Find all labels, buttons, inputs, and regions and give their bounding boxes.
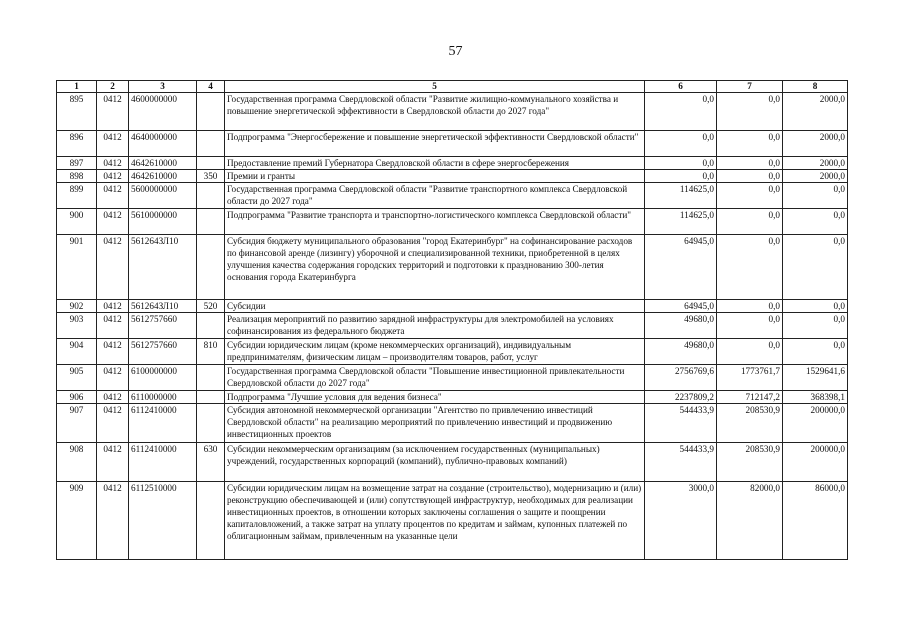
amount-col-7: 82000,0 — [717, 482, 783, 560]
expense-type-code — [197, 183, 225, 209]
amount-col-6: 544433,9 — [645, 404, 717, 443]
header-cell: 2 — [97, 81, 129, 93]
amount-col-8: 200000,0 — [783, 443, 848, 482]
row-number: 895 — [57, 93, 97, 131]
amount-col-7: 0,0 — [717, 339, 783, 365]
amount-col-7: 208530,9 — [717, 404, 783, 443]
amount-col-7: 208530,9 — [717, 443, 783, 482]
amount-col-7: 0,0 — [717, 170, 783, 183]
section-code: 0412 — [97, 209, 129, 235]
section-code: 0412 — [97, 443, 129, 482]
amount-col-6: 64945,0 — [645, 300, 717, 313]
amount-col-7: 0,0 — [717, 209, 783, 235]
amount-col-8: 2000,0 — [783, 157, 848, 170]
amount-col-7: 0,0 — [717, 235, 783, 300]
expense-type-code: 810 — [197, 339, 225, 365]
header-cell: 5 — [225, 81, 645, 93]
table-row — [57, 157, 848, 170]
section-code: 0412 — [97, 482, 129, 560]
amount-col-7: 0,0 — [717, 300, 783, 313]
amount-col-6: 2237809,2 — [645, 391, 717, 404]
amount-col-6: 0,0 — [645, 131, 717, 157]
amount-col-6: 114625,0 — [645, 209, 717, 235]
table-row — [57, 183, 848, 209]
item-name: Субсидии — [225, 300, 645, 313]
row-number: 909 — [57, 482, 97, 560]
table-row — [57, 313, 848, 339]
header-cell: 3 — [129, 81, 197, 93]
row-number: 899 — [57, 183, 97, 209]
target-article-code: 4600000000 — [129, 93, 197, 131]
expense-type-code — [197, 482, 225, 560]
section-code: 0412 — [97, 300, 129, 313]
section-code: 0412 — [97, 93, 129, 131]
target-article-code: 561264ЗЛ10 — [129, 235, 197, 300]
row-number: 902 — [57, 300, 97, 313]
amount-col-8: 2000,0 — [783, 93, 848, 131]
amount-col-6: 64945,0 — [645, 235, 717, 300]
section-code: 0412 — [97, 183, 129, 209]
item-name: Реализация мероприятий по развитию зарядной инфраструктуры для электромобилей на условиях софинансирования из федерального бюджета — [225, 313, 645, 339]
amount-col-8: 0,0 — [783, 300, 848, 313]
amount-col-7: 0,0 — [717, 157, 783, 170]
amount-col-8: 0,0 — [783, 339, 848, 365]
target-article-code: 5600000000 — [129, 183, 197, 209]
amount-col-6: 49680,0 — [645, 339, 717, 365]
amount-col-8: 0,0 — [783, 183, 848, 209]
amount-col-8: 0,0 — [783, 235, 848, 300]
header-cell: 4 — [197, 81, 225, 93]
target-article-code: 6112410000 — [129, 443, 197, 482]
item-name: Государственная программа Свердловской области "Развитие жилищно-коммунального хозяйства и повышение энергетической эффективности в Свердловской области до 2027 года" — [225, 93, 645, 131]
expense-type-code: 350 — [197, 170, 225, 183]
amount-col-6: 2756769,6 — [645, 365, 717, 391]
table-row — [57, 482, 848, 560]
target-article-code: 4642610000 — [129, 157, 197, 170]
row-number: 897 — [57, 157, 97, 170]
table-row — [57, 365, 848, 391]
item-name: Субсидия автономной некоммерческой организации "Агентство по привлечению инвестиций Свердловской области" на реализацию мероприятий по привлечению инвестиций и продвижению инвестиционных проектов — [225, 404, 645, 443]
row-number: 905 — [57, 365, 97, 391]
expense-type-code — [197, 157, 225, 170]
section-code: 0412 — [97, 170, 129, 183]
expense-type-code — [197, 131, 225, 157]
amount-col-7: 0,0 — [717, 313, 783, 339]
amount-col-6: 114625,0 — [645, 183, 717, 209]
amount-col-8: 0,0 — [783, 209, 848, 235]
target-article-code: 6112410000 — [129, 404, 197, 443]
amount-col-6: 3000,0 — [645, 482, 717, 560]
target-article-code: 6100000000 — [129, 365, 197, 391]
row-number: 906 — [57, 391, 97, 404]
amount-col-6: 49680,0 — [645, 313, 717, 339]
target-article-code: 5610000000 — [129, 209, 197, 235]
item-name: Предоставление премий Губернатора Свердловской области в сфере энергосбережения — [225, 157, 645, 170]
expense-type-code — [197, 235, 225, 300]
target-article-code: 561264ЗЛ10 — [129, 300, 197, 313]
header-cell: 1 — [57, 81, 97, 93]
budget-table — [56, 80, 848, 560]
amount-col-8: 1529641,6 — [783, 365, 848, 391]
section-code: 0412 — [97, 404, 129, 443]
header-cell: 6 — [645, 81, 717, 93]
expense-type-code — [197, 391, 225, 404]
table-row — [57, 93, 848, 131]
target-article-code: 6110000000 — [129, 391, 197, 404]
amount-col-6: 0,0 — [645, 157, 717, 170]
section-code: 0412 — [97, 235, 129, 300]
amount-col-8: 0,0 — [783, 313, 848, 339]
row-number: 901 — [57, 235, 97, 300]
item-name: Подпрограмма "Развитие транспорта и транспортно-логистического комплекса Свердловской области" — [225, 209, 645, 235]
section-code: 0412 — [97, 313, 129, 339]
item-name: Подпрограмма "Энергосбережение и повышение энергетической эффективности Свердловской области" — [225, 131, 645, 157]
table-row — [57, 235, 848, 300]
table-row — [57, 131, 848, 157]
row-number: 896 — [57, 131, 97, 157]
expense-type-code — [197, 365, 225, 391]
amount-col-8: 2000,0 — [783, 170, 848, 183]
item-name: Субсидии юридическим лицам (кроме некоммерческих организаций), индивидуальным предпринимателям, физическим лицам – производителям товаров, работ, услуг — [225, 339, 645, 365]
section-code: 0412 — [97, 157, 129, 170]
target-article-code: 4642610000 — [129, 170, 197, 183]
section-code: 0412 — [97, 339, 129, 365]
amount-col-6: 0,0 — [645, 170, 717, 183]
amount-col-8: 2000,0 — [783, 131, 848, 157]
header-cell: 8 — [783, 81, 848, 93]
row-number: 907 — [57, 404, 97, 443]
expense-type-code — [197, 404, 225, 443]
target-article-code: 6112510000 — [129, 482, 197, 560]
table-row — [57, 209, 848, 235]
amount-col-8: 200000,0 — [783, 404, 848, 443]
item-name: Субсидии некоммерческим организациям (за исключением государственных (муниципальных) учреждений, государственных корпораций (компаний), публично-правовых компаний) — [225, 443, 645, 482]
header-row — [57, 81, 848, 93]
item-name: Подпрограмма "Лучшие условия для ведения бизнеса" — [225, 391, 645, 404]
target-article-code: 5612757660 — [129, 339, 197, 365]
amount-col-7: 0,0 — [717, 93, 783, 131]
section-code: 0412 — [97, 391, 129, 404]
row-number: 900 — [57, 209, 97, 235]
table-row — [57, 404, 848, 443]
table-row — [57, 339, 848, 365]
expense-type-code: 520 — [197, 300, 225, 313]
expense-type-code — [197, 93, 225, 131]
target-article-code: 4640000000 — [129, 131, 197, 157]
target-article-code: 5612757660 — [129, 313, 197, 339]
amount-col-7: 0,0 — [717, 183, 783, 209]
item-name: Государственная программа Свердловской области "Развитие транспортного комплекса Свердловской области до 2027 года" — [225, 183, 645, 209]
section-code: 0412 — [97, 365, 129, 391]
item-name: Премии и гранты — [225, 170, 645, 183]
table-row — [57, 170, 848, 183]
amount-col-8: 368398,1 — [783, 391, 848, 404]
amount-col-7: 0,0 — [717, 131, 783, 157]
amount-col-6: 0,0 — [645, 93, 717, 131]
table-row — [57, 391, 848, 404]
item-name: Субсидии юридическим лицам на возмещение затрат на создание (строительство), модернизацию и (или) реконструкцию обеспечивающей и (или) сопутствующей инфраструктур, необходимых для реализации инвестиционных проектов, в отношении которых заключены соглашения о защите и поощрении капиталовложений, а также затрат на уплату процентов по кредитам и займам, купонных платежей по облигационным займам, привлеченным на указанные цели — [225, 482, 645, 560]
expense-type-code — [197, 209, 225, 235]
row-number: 903 — [57, 313, 97, 339]
item-name: Государственная программа Свердловской области "Повышение инвестиционной привлекательности Свердловской области до 2027 года" — [225, 365, 645, 391]
expense-type-code — [197, 313, 225, 339]
item-name: Субсидия бюджету муниципального образования "город Екатеринбург" на софинансирование расходов по финансовой аренде (лизингу) уборочной и специализированной техники, приобретенной в целях улучшения качества содержания городских территорий и подготовки к празднованию 300-летия основания города Екатеринбурга — [225, 235, 645, 300]
expense-type-code: 630 — [197, 443, 225, 482]
table-row — [57, 300, 848, 313]
table-row — [57, 443, 848, 482]
amount-col-8: 86000,0 — [783, 482, 848, 560]
page-number: 57 — [448, 44, 463, 59]
amount-col-7: 1773761,7 — [717, 365, 783, 391]
row-number: 908 — [57, 443, 97, 482]
row-number: 904 — [57, 339, 97, 365]
header-cell: 7 — [717, 81, 783, 93]
section-code: 0412 — [97, 131, 129, 157]
row-number: 898 — [57, 170, 97, 183]
amount-col-6: 544433,9 — [645, 443, 717, 482]
amount-col-7: 712147,2 — [717, 391, 783, 404]
